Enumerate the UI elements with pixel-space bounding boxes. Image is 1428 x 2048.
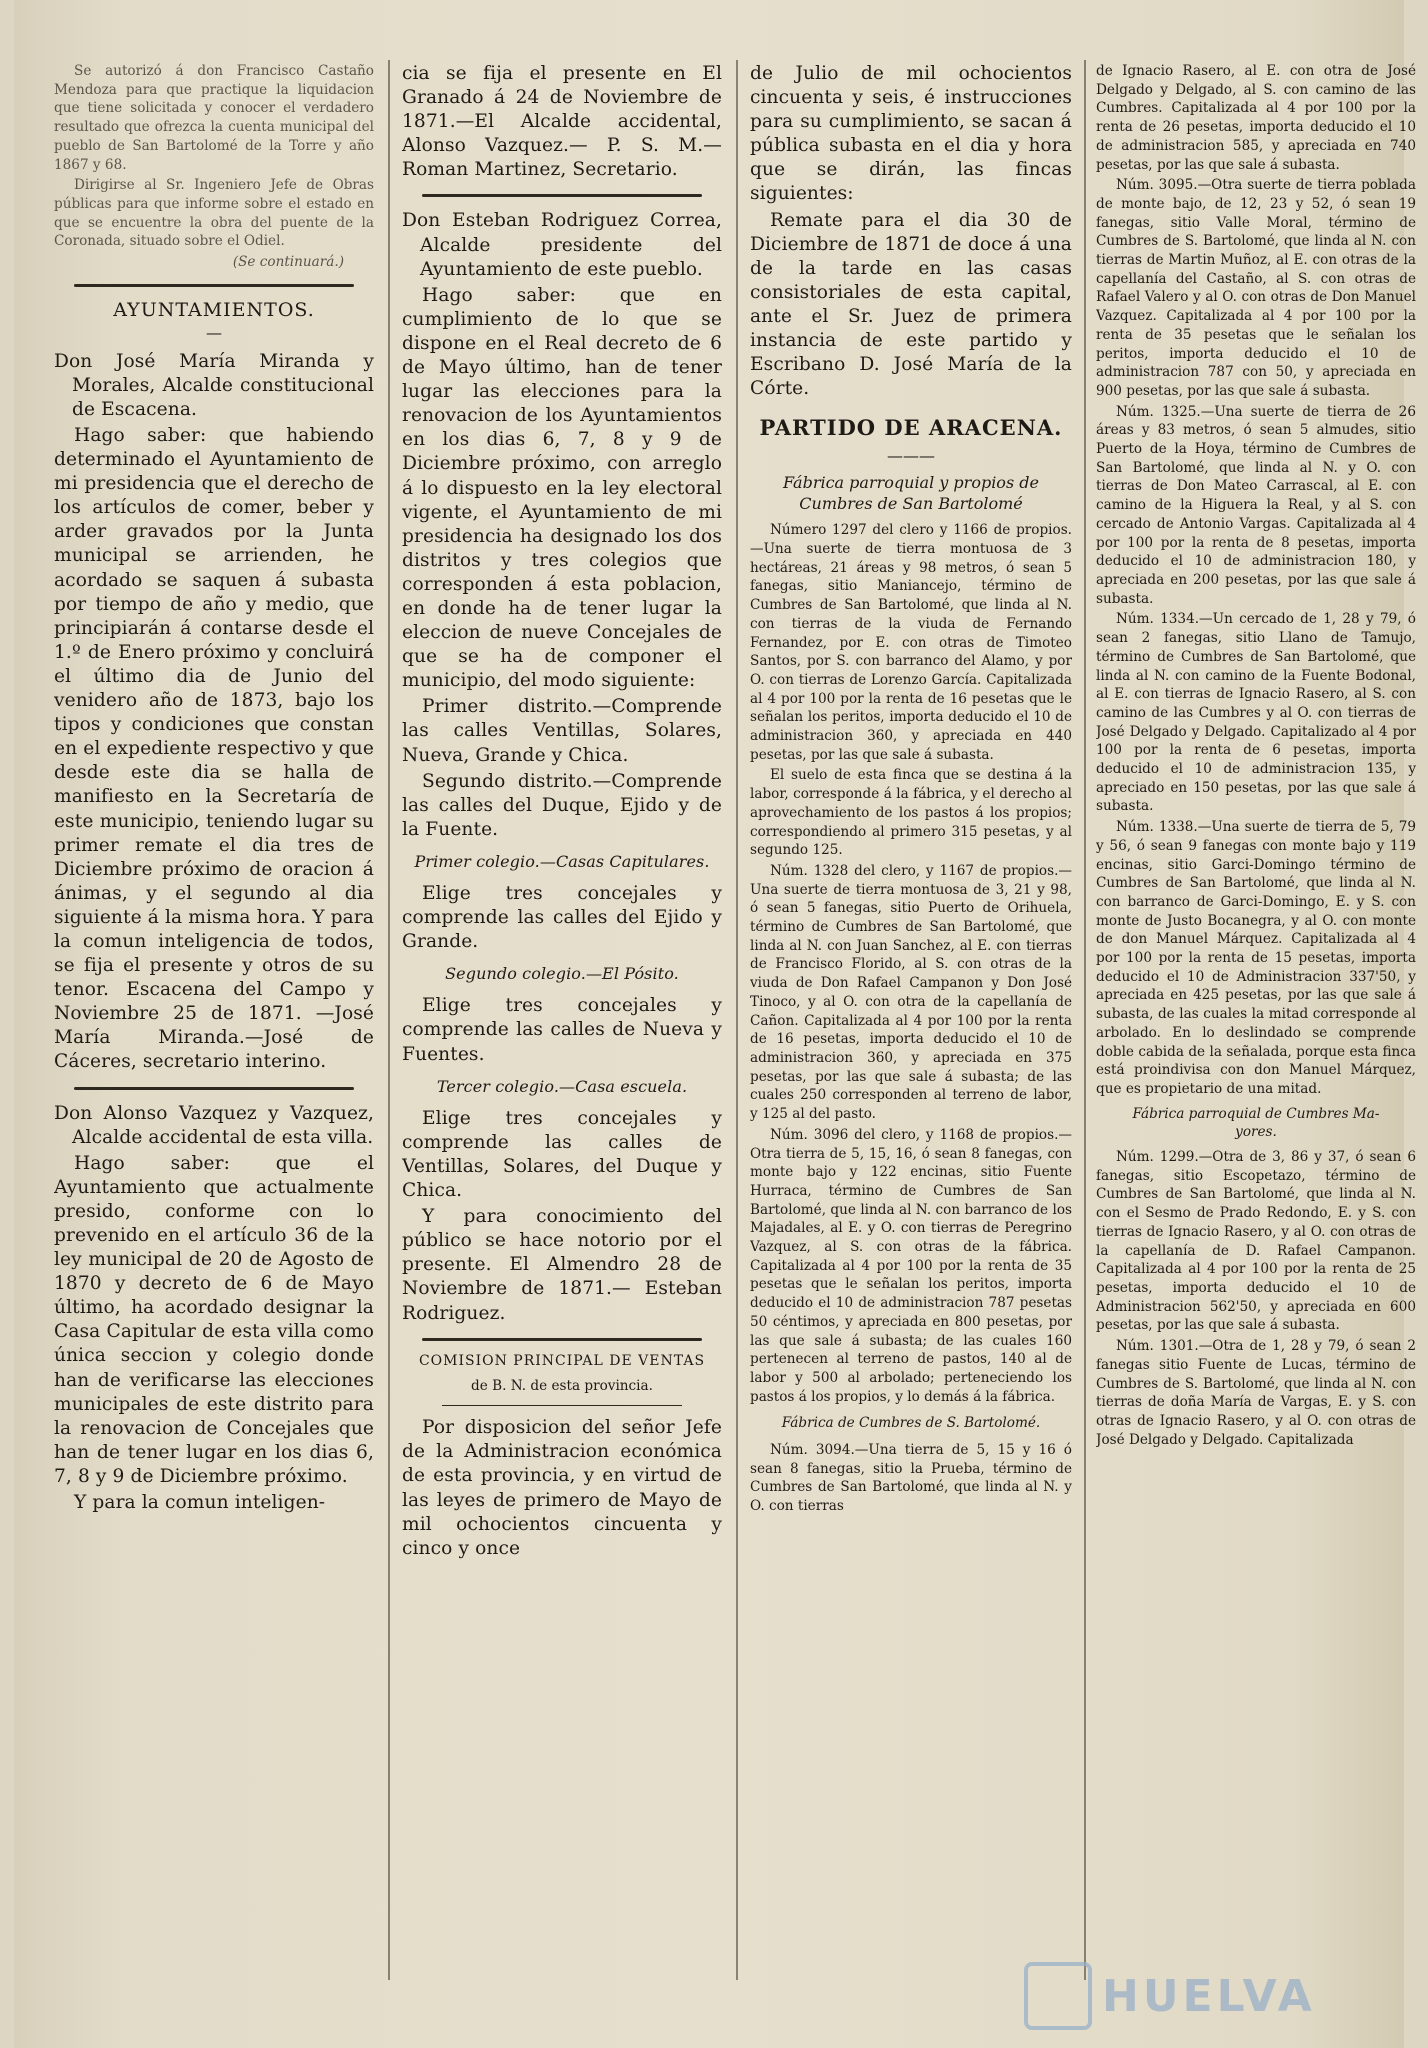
column-rule (736, 60, 738, 1980)
separator (442, 1405, 682, 1406)
college-1-body: Elige tres concejales y comprende las calles del Ejido y Grande. (402, 883, 722, 953)
notice-author: Don José María Miranda y Morales, Alcalde constitucional de Escacena. (54, 350, 374, 420)
commission-body: Por disposicion del señor Jefe de la Administracion económica de esta provincia, y en virtud de las leyes de primero de Mayo de mil ochocientos cincuenta y cinco y once (402, 1417, 722, 1559)
notice-author: Don Alonso Vazquez y Vazquez, Alcalde accidental de esta villa. (54, 1102, 374, 1148)
property-listing: Núm. 1299.—Otra de 3, 86 y 37, ó sean 6 fanegas, sitio Escopetazo, término de Cumbres de San Bartolomé, que linda al N. con el Sesmo de Prado Redondo, E. y S. con tierras de Ignacio Rasero, y al O. con otras de la capellanía de D. Rafael Campanon. Capitalizada al 4 por 100 por la renta de 25 pesetas, importa deducido el 10 de Administracion 562'50, y apreciada en 600 pesetas, por las que sale á subasta. (1096, 1149, 1416, 1334)
closing: Y para conocimiento del público se hace notorio por el presente. El Almendro 28 de Noviembre de 1871.— Esteban Rodriguez. (402, 1206, 722, 1324)
college-3-title: Tercer colegio.—Casa escuela. (436, 1076, 688, 1096)
paragraph: de Julio de mil ochocientos cincuenta y seis, é instrucciones para su cumplimiento, se sacan á pública subasta en el dia y hora que se dirán, las fincas siguientes: (750, 63, 1072, 205)
college-1-title: Primer colegio.—Casas Capitulares. (414, 851, 710, 871)
notice-body-tail: Y para la comun inteligen- (74, 1492, 326, 1514)
section-heading: AYUNTAMIENTOS. (113, 298, 315, 321)
separator (422, 194, 702, 197)
fabric-title: Fábrica parroquial y propios de (783, 473, 1039, 493)
heading-dash: — (206, 322, 222, 342)
notice-author: Don Esteban Rodriguez Correa, Alcalde presidente del Ayuntamiento de este pueblo. (402, 210, 722, 280)
column-4 (1096, 62, 1416, 1451)
property-listing: Núm. 1334.—Un cercado de 1, 28 y 79, ó sean 2 fanegas, sitio Llano de Tamujo, término de Cumbres de San Bartolomé, que linda al N. con camino de la Fuente Bodonal, al E. con tierras de Ignacio Rasero, al S. con camino de las Cumbres y al O. con tierras de José Delgado y Delgado. Capitalizado al 4 por 100 por la renta de 6 pesetas, importa deducido el 10 de administracion 135, y apreciado en 150 pesetas, por las que sale á subasta. (1096, 611, 1416, 815)
column-rule (388, 60, 390, 1980)
commission-heading: COMISION PRINCIPAL DE VENTAS (418, 1352, 706, 1369)
notice-body: Hago saber: que en cumplimiento de lo que se dispone en el Real decreto de 6 de Mayo último, han de tener lugar las elecciones para la renovacion de los Ayuntamientos en los dias 6, 7, 8 y 9 de Diciembre próximo, con arreglo á lo dispuesto en la ley electoral vigente, el Ayuntamiento de mi presidencia ha designado los dos distritos y tres colegios que corresponden á esta poblacion, en donde ha de tener lugar la eleccion de nueve Concejales de que se ha de componer el municipio, del modo siguiente: (402, 284, 722, 692)
separator (422, 1338, 702, 1341)
property-listing: Núm. 1328 del clero, y 1167 de propios.—Una suerte de tierra montuosa de 3, 21 y 98, ó sean 5 fanegas, sitio Puerto de Orihuela, término de Cumbres de San Bartolomé, que linda al N. con Juan Sanchez, al E. con tierras de Francisco Florido, al S. con otras de la viuda de Don Rafael Campanon y Don José Tinoco, y al O. con otra de la capellanía de Cañon. Capitalizada al 4 por 100 por la renta de 16 pesetas, importa deducido el 10 de administracion 360, y apreciada en 375 pesetas, por las que sale á subasta; de las cuales 250 corresponden al terreno de labor, y 125 al del pasto. (750, 862, 1072, 1123)
property-listing: de Ignacio Rasero, al E. con otra de José Delgado y Delgado, al S. con camino de las Cumbres. Capitalizada al 4 por 100 por la renta de 26 pesetas, importa deducido el 10 de administracion 585, y apreciada en 740 pesetas, por las que sale á subasta. (1096, 63, 1416, 173)
notice-body: Hago saber: que el Ayuntamiento que actualmente presido, conforme con lo prevenido en el artículo 36 de la ley municipal de 20 de Agosto de 1870 y decreto de 6 de Mayo último, ha acordado designar la Casa Capitular de esta villa como única seccion y colegio donde han de verificarse las elecciones municipales de este distrito para la renovacion de Concejales que han de tener lugar en los dias 6, 7, 8 y 9 de Diciembre próximo. (54, 1152, 374, 1487)
property-listing: Núm. 1325.—Una suerte de tierra de 26 áreas y 83 metros, ó sean 5 almudes, sitio Puerto de la Hoya, término de Cumbres de San Bartolomé, que linda al N. y O. con tierras de Don Mateo Carrascal, al E. con camino de la Higuera la Real, y al S. con cercado de Antonio Vargas. Capitalizada al 4 por 100 por la renta de 8 pesetas, importa deducido el 10 de administracion 180, y apreciada en 200 pesetas, por las que sale á subasta. (1096, 403, 1416, 607)
property-listing: Número 1297 del clero y 1166 de propios.—Una suerte de tierra montuosa de 3 hectáreas, 21 áreas y 98 metros, ó sean 5 fanegas, sitio Maniancejo, término de Cumbres de San Bartolomé, que linda al N. con tierras de la viuda de Fernando Fernandez, por E. con otras de Timoteo Santos, por S. con barranco del Alamo, y por O. con tierras de Lorenzo García. Capitalizada al 4 por 100 por la renta de 16 pesetas que le señalan los peritos, importa deducido el 10 de administracion 360, y apreciada en 440 pesetas, por las que sale á subasta. (750, 522, 1072, 763)
paragraph: cia se fija el presente en El Granado á 24 de Noviembre de 1871.—El Alcalde accidental, Alonso Vazquez.— P. S. M.—Roman Martinez, Secretario. (402, 63, 722, 181)
archive-watermark (1024, 1956, 1414, 2036)
fabric-title: Fábrica de Cumbres de S. Bartolomé. (781, 1415, 1041, 1432)
fabric-title-cont: yores. (1235, 1124, 1277, 1141)
column-1 (54, 62, 374, 1517)
property-listing: Núm. 3095.—Otra suerte de tierra poblada de monte bajo, de 12, 23 y 52, ó sean 19 fanegas, sitio Valle Moral, término de Cumbres de S. Bartolomé, que linda al N. con tierras de Martin Muñoz, al E. con otras de la capellanía del Castaño, al S. con otras de Rafael Valero y al O. con otras de Don Manuel Vazquez. Capitalizada al 4 por 100 por la renta de 35 pesetas que le señalan los peritos, importa deducido el 10 de administracion 787 con 50, y apreciada en 900 pesetas, por las que sale á subasta. (1096, 177, 1416, 399)
continuation-note: (Se continuará.) (232, 254, 344, 271)
property-note: El suelo de esta finca que se destina á la labor, corresponde á la fábrica, y el derecho al aprovechamiento de los pastos á los propios; correspondiendo al primero 315 pesetas, y al segundo 125. (750, 767, 1072, 859)
watermark-text: HUELVA (1102, 1970, 1316, 2022)
district-2: Segundo distrito.—Comprende las calles del Duque, Ejido y de la Fuente. (402, 770, 722, 840)
separator (74, 284, 354, 287)
paragraph: Se autorizó á don Francisco Castaño Mendoza para que practique la liquidacion que tiene solicitada y conocer el verdadero resultado que ofrezca la cuenta municipal del pueblo de San Bartolomé de la Torre y año 1867 y 68. (54, 63, 374, 173)
commission-subheading: de B. N. de esta provincia. (471, 1377, 653, 1394)
property-listing: Núm. 3096 del clero, y 1168 de propios.—Otra tierra de 5, 15, 16, ó sean 8 fanegas, con monte bajo y 122 encinas, sitio Fuente Hurraca, término de Cumbres de San Bartolomé, que linda al N. con barranco de los Majadales, al E. y O. con tierras de Peregrino Vazquez, al S. con otras de la fábrica. Capitalizada al 4 por 100 por la renta de 35 pesetas que le señalan los peritos, importa deducido el 10 de administracion 787 pesetas 50 céntimos, y apreciada en 800 pesetas, por las que sale á subasta; de las cuales 160 pertenecen al terreno de pastos, 140 al de labor y 500 al arbolado; perteneciendo los pastos á los propios, y lo demás á la fábrica. (750, 1126, 1072, 1405)
district-1: Primer distrito.—Comprende las calles Ventillas, Solares, Nueva, Grande y Chica. (402, 696, 722, 766)
fabric-title: Fábrica parroquial de Cumbres Ma- (1132, 1105, 1380, 1122)
college-3-body: Elige tres concejales y comprende las calles de Ventillas, Solares, del Duque y Chica. (402, 1107, 722, 1202)
column-3 (750, 62, 1072, 1518)
shield-icon (1024, 1962, 1092, 2030)
property-listing: Núm. 3094.—Una tierra de 5, 15 y 16 ó sean 8 fanegas, sitio la Prueba, término de Cumbres de San Bartolomé, que linda al N. y O. con tierras (750, 1442, 1072, 1515)
auction-date: Remate para el dia 30 de Diciembre de 1871 de doce á una de la tarde en las casas consistoriales de esta capital, ante el Sr. Juez de primera instancia de este partido y Escribano D. José María de la Córte. (750, 209, 1072, 400)
column-rule (1084, 60, 1086, 1980)
heading-dash: ——— (887, 446, 935, 466)
paragraph: Dirigirse al Sr. Ingeniero Jefe de Obras públicas para que informe sobre el estado en que se encuentre la obra del puente de la Coronada, situado sobre el Odiel. (54, 177, 374, 250)
property-listing: Núm. 1338.—Una suerte de tierra de 5, 79 y 56, ó sean 9 fanegas con monte bajo y 119 encinas, sitio Garci-Domingo término de Cumbres de San Bartolomé, que linda al N. con barranco de Garci-Domingo, E. y S. con monte de Justo Bocanegra, y al O. con monte de don Manuel Márquez. Capitalizada al 4 por 100 por la renta de 15 pesetas, importa deducido el 10 de Administracion 337'50, y apreciada en 425 pesetas, por las que sale á subasta, de las cuales la mitad corresponde al arbolado. En lo deslindado se comprende doble cabida de la señalada, porque esta finca está proindivisa con don Manuel Márquez, que es propietario de una mitad. (1096, 819, 1416, 1097)
fabric-title-cont: Cumbres de San Bartolomé (799, 494, 1023, 514)
notice-body: Hago saber: que habiendo determinado el Ayuntamiento de mi presidencia que el derecho de los artículos de comer, beber y arder gravados por la Junta municipal se arrienden, he acordado se saquen á subasta por tiempo de año y medio, que principiarán á contarse desde el 1.º de Enero próximo y concluirá el último dia de Junio del venidero año de 1873, bajo los tipos y condiciones que constan en el expediente respectivo y que desde este dia se halla de manifiesto en la Secretaría de este municipio, teniendo lugar su primer remate el dia tres de Diciembre próximo de oracion á ánimas, y el segundo al dia siguiente á la misma hora. Y para la comun inteligencia de todos, se fija el presente y otros de su tenor. Escacena del Campo y Noviembre 25 de 1871. —José María Miranda.—José de Cáceres, secretario interino. (54, 425, 374, 1073)
column-2 (402, 62, 722, 1563)
property-listing: Núm. 1301.—Otra de 1, 28 y 79, ó sean 2 fanegas sitio Fuente de Lucas, término de Cumbres de S. Bartolomé, que linda al N. con tierras de doña María de Vargas, E. y S. con otras de Ignacio Rasero, y al O. con otras de José Delgado y Delgado. Capitalizada (1096, 1338, 1416, 1448)
separator (74, 1087, 354, 1090)
newspaper-page (14, 0, 1416, 2048)
partido-heading: PARTIDO DE ARACENA. (759, 415, 1063, 441)
college-2-title: Segundo colegio.—El Pósito. (445, 964, 679, 984)
college-2-body: Elige tres concejales y comprende las calles de Nueva y Fuentes. (402, 995, 722, 1065)
